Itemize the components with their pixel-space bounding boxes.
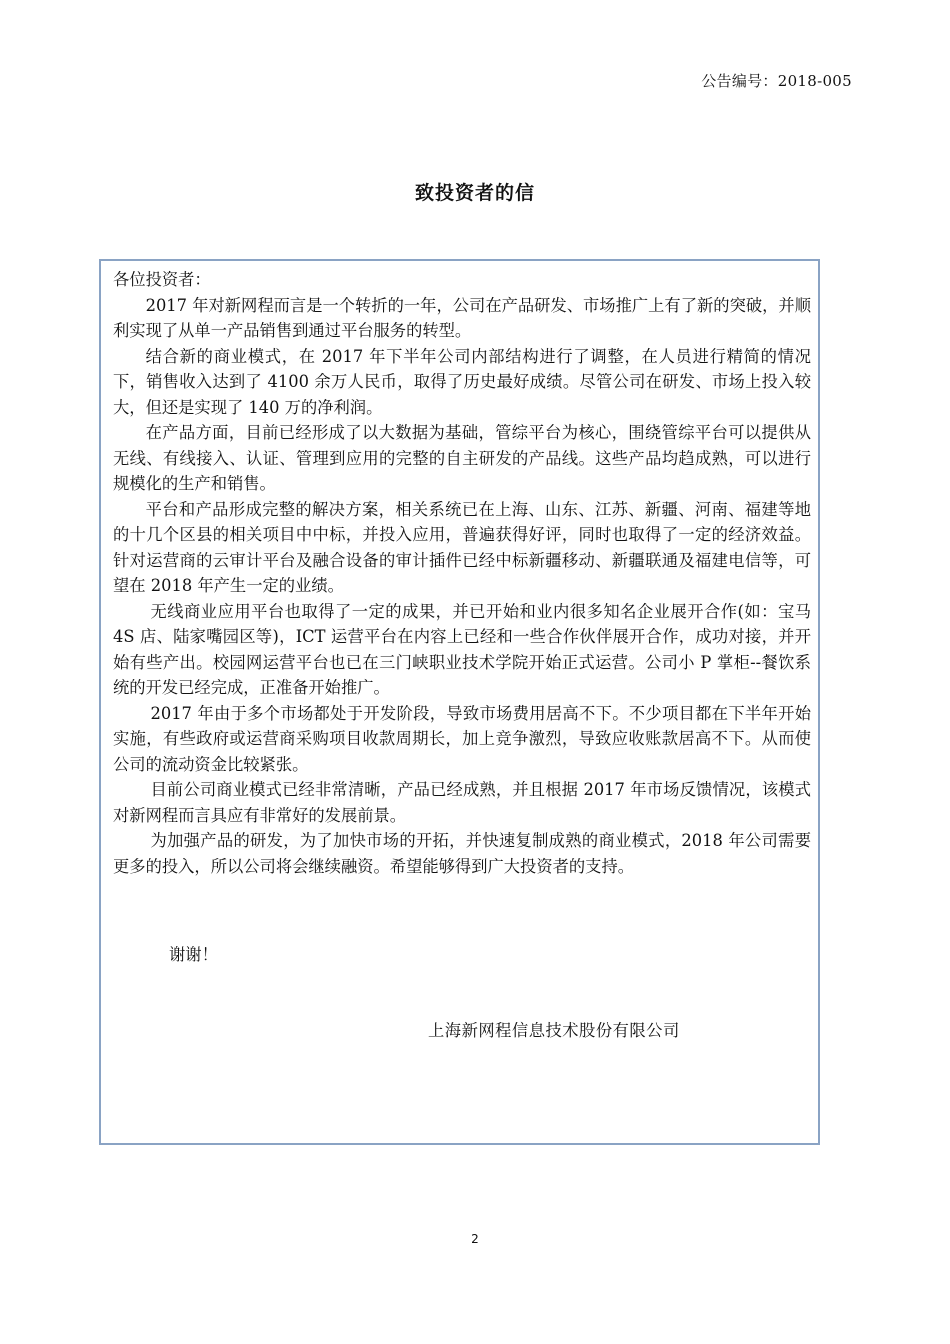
letter-paragraph: 目前公司商业模式已经非常清晰，产品已经成熟，并且根据 2017 年市场反馈情况，该模式对新网程而言具应有非常好的发展前景。	[113, 780, 811, 825]
page-number: 2	[471, 1232, 479, 1246]
letter-paragraph: 在产品方面，目前已经形成了以大数据为基础，管综平台为核心，围绕管综平台可以提供从无线、有线接入、认证、管理到应用的完整的自主研发的产品线。这些产品均趋成熟，可以进行规模化的生产和销售。	[113, 423, 811, 493]
letter-signature: 上海新网程信息技术股份有限公司	[428, 1021, 680, 1040]
letter-paragraph: 无线商业应用平台也取得了一定的成果，并已开始和业内很多知名企业展开合作(如：宝马 4S 店、陆家嘴园区等)，ICT 运营平台在内容上已经和一些合作伙伴展开合作，成功对接，并开始有些产出。校园网运营平台也已在三门峡职业技术学院开始正式运营。公司小 P 掌柜--餐饮系统的开发已经完成，正准备开始推广。	[113, 601, 811, 697]
document-title: 致投资者的信	[414, 182, 535, 204]
letter-paragraph: 平台和产品形成完整的解决方案，相关系统已在上海、山东、江苏、新疆、河南、福建等地的十几个区县的相关项目中中标，并投入应用，普遍获得好评，同时也取得了一定的经济效益。针对运营商的云审计平台及融合设备的审计插件已经中标新疆移动、新疆联通及福建电信等，可望在 2018 年产生一定的业绩。	[113, 499, 811, 595]
letter-paragraph: 为加强产品的研发，为了加快市场的开拓，并快速复制成熟的商业模式，2018 年公司需要更多的投入，所以公司将会继续融资。希望能够得到广大投资者的支持。	[113, 831, 811, 876]
letter-paragraph: 结合新的商业模式，在 2017 年下半年公司内部结构进行了调整，在人员进行精简的情况下，销售收入达到了 4100 余万人民币，取得了历史最好成绩。尽管公司在研发、市场上投入较大，但还是实现了 140 万的净利润。	[113, 346, 811, 417]
letter-paragraph: 2017 年对新网程而言是一个转折的一年，公司在产品研发、市场推广上有了新的突破，并顺利实现了从单一产品销售到通过平台服务的转型。	[113, 295, 811, 340]
letter-box	[99, 259, 820, 1145]
letter-body	[113, 267, 811, 879]
notice-number: 公告编号：2018-005	[701, 72, 852, 90]
letter-salutation: 各位投资者：	[113, 270, 211, 289]
letter-thanks: 谢谢！	[169, 945, 218, 964]
letter-paragraph: 2017 年由于多个市场都处于开发阶段，导致市场费用居高不下。不少项目都在下半年开始实施，有些政府或运营商采购项目收款周期长，加上竞争激烈，导致应收账款居高不下。从而使公司的流动资金比较紧张。	[113, 703, 811, 774]
